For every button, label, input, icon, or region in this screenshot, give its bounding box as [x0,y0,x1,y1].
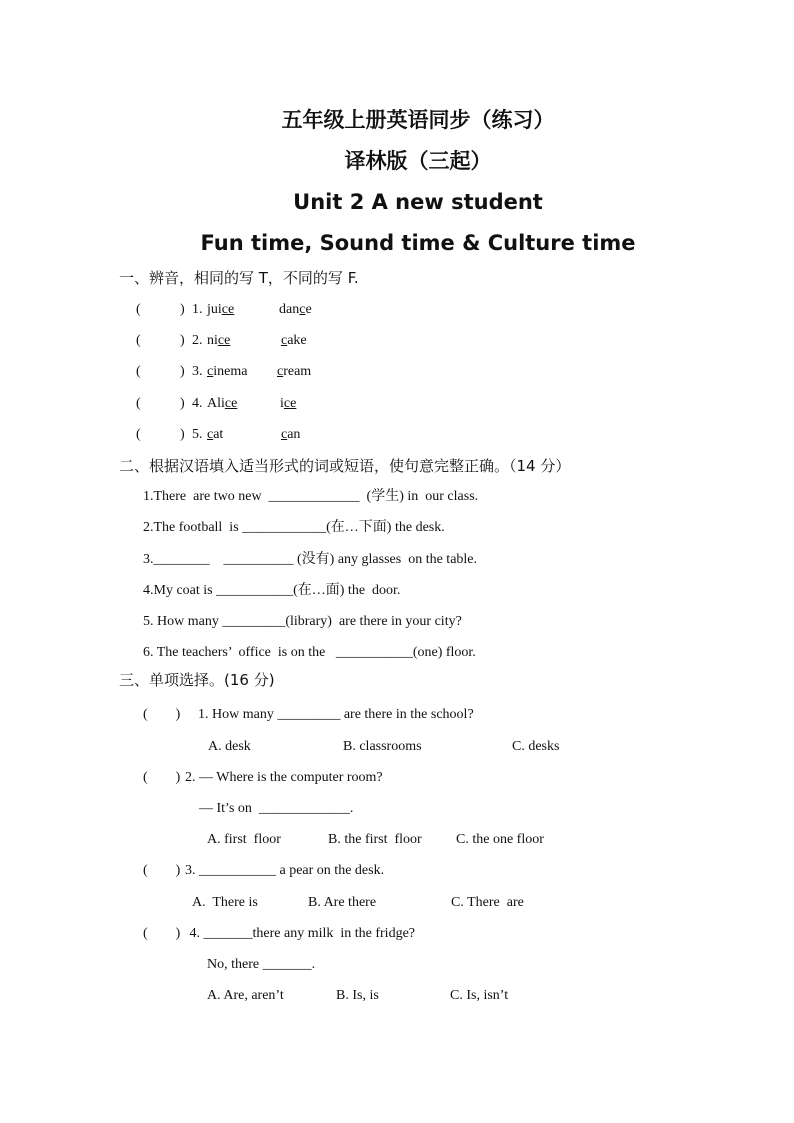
word-a: cat [207,427,224,442]
option-c: C. There are [451,895,524,910]
answer-bracket: ( ) [143,707,181,722]
doc-title: 五年级上册英语同步（练习） [281,108,555,132]
option-b: B. classrooms [343,739,422,754]
lesson-title: Fun time, Sound time & Culture time [200,231,636,255]
fill-item: 5. How many _________(library) are there in your city? [143,614,462,629]
fill-item: 2.The football is ____________(在…下面) the desk. [143,520,445,535]
option-c: C. Is, isn’t [450,988,509,1003]
word-a: Alice [207,396,238,411]
answer-bracket-close: ) [180,302,185,317]
option-b: B. the first floor [328,832,422,847]
doc-edition: 译林版（三起） [344,149,492,173]
option-a: A. first floor [207,832,281,847]
item-number: 3. [192,364,203,379]
word-a: cinema [207,364,248,379]
word-a: juice [207,302,235,317]
item-number: 4. [192,396,203,411]
option-c: C. the one floor [456,832,544,847]
word-b: ice [280,396,297,411]
answer-bracket: ( ) [143,926,181,941]
fill-item: 3.________ __________ (没有) any glasses on the table. [143,552,478,567]
option-a: A. There is [192,895,258,910]
item-number: 5. [192,427,203,442]
answer-bracket-close: ) [180,333,185,348]
question-stem: 4. _______there any milk in the fridge? [186,926,415,941]
word-b: dance [279,302,312,317]
question-stem-2: — It’s on _____________. [199,801,354,816]
answer-bracket: ( ) [143,770,181,785]
item-number: 1. [192,302,203,317]
word-a: nice [207,333,231,348]
question-stem: 1. How many _________ are there in the school? [198,707,474,722]
question-stem: 3. ___________ a pear on the desk. [185,863,385,878]
section3-heading: 三、单项选择。(16 分) [119,671,275,689]
answer-bracket-open: ( [136,396,141,411]
section1-heading: 一、辨音，相同的写 T，不同的写 F. [119,269,359,287]
fill-item: 1.There are two new _____________ (学生) in our class. [143,489,479,504]
answer-bracket: ( ) [143,863,181,878]
option-b: B. Is, is [336,988,379,1003]
option-c: C. desks [512,739,560,754]
fill-item: 6. The teachers’ office is on the ___________(one) floor. [143,645,476,660]
question-stem-2: No, there _______. [207,957,316,972]
unit-title: Unit 2 A new student [293,190,543,214]
question-stem: 2. — Where is the computer room? [185,770,383,785]
answer-bracket-open: ( [136,302,141,317]
answer-bracket-open: ( [136,364,141,379]
answer-bracket-close: ) [180,396,185,411]
section2-heading: 二、根据汉语填入适当形式的词或短语，使句意完整正确。（14 分） [119,457,571,475]
option-a: A. desk [208,739,251,754]
fill-item: 4.My coat is ___________(在…面) the door. [143,583,401,598]
word-b: cake [281,333,307,348]
option-b: B. Are there [308,895,377,910]
item-number: 2. [192,333,203,348]
answer-bracket-close: ) [180,427,185,442]
answer-bracket-close: ) [180,364,185,379]
answer-bracket-open: ( [136,333,141,348]
option-a: A. Are, aren’t [207,988,284,1003]
word-b: can [281,427,301,442]
answer-bracket-open: ( [136,427,141,442]
word-b: cream [277,364,312,379]
